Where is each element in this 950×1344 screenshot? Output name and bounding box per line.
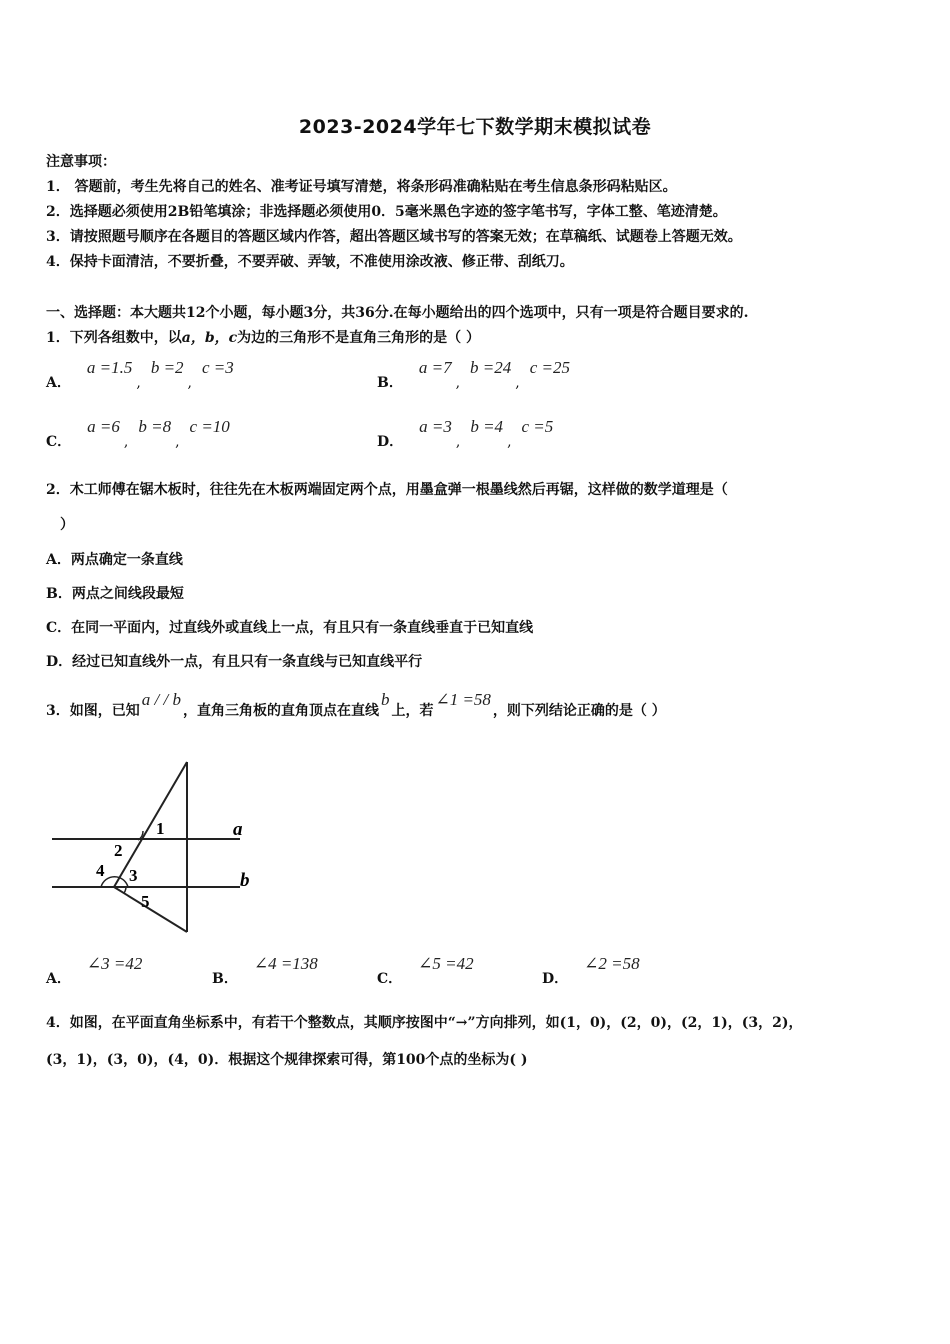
angle-5-label: 5 <box>141 892 150 911</box>
q2-option-b[interactable]: B．两点之间线段最短 <box>46 586 184 602</box>
question-1-stem: 1．下列各组数中，以a，b，c为边的三角形不是直角三角形的是（ ） <box>46 330 481 346</box>
q3-option-d[interactable]: D．∠2 =58 <box>542 954 640 987</box>
q1-option-b[interactable]: B．a =7,b =24,c =25 <box>377 358 570 391</box>
triangle-base <box>114 887 187 932</box>
q2-option-c[interactable]: C．在同一平面内，过直线外或直线上一点，有且只有一条直线垂直于已知直线 <box>46 620 534 636</box>
question-2-stem-end: ） <box>60 517 74 533</box>
notice-item-3: 3．请按照题号顺序在各题目的答题区域内作答，超出答题区域书写的答案无效；在草稿纸、试题卷上答题无效。 <box>46 229 742 245</box>
question-4-line-1: 4．如图，在平面直角坐标系中，有若干个整数点，其顺序按图中“→”方向排列，如(1，0)，(2，0)，(2，1)，(3，2)， <box>46 1015 803 1031</box>
section-heading: 一、选择题：本大题共12个小题，每小题3分，共36分.在每小题给出的四个选项中，只有一项是符合题目要求的. <box>46 305 749 321</box>
q1-option-c[interactable]: C．a =6,b =8,c =10 <box>46 417 230 450</box>
question-3-stem: 3．如图，已知a / / b，直角三角板的直角顶点在直线b上，若∠1 =58，则下列结论正确的是（ ） <box>46 690 666 719</box>
question-4-line-2: (3，1)，(3，0)，(4，0)．根据这个规律探索可得，第100个点的坐标为( ) <box>46 1052 528 1068</box>
angle-3-label: 3 <box>129 866 138 885</box>
notice-heading: 注意事项： <box>46 154 116 170</box>
question-2-stem: 2．木工师傅在锯木板时，往往先在木板两端固定两个点，用墨盒弹一根墨线然后再锯，这样做的数学道理是（ <box>46 482 728 498</box>
q2-option-a[interactable]: A．两点确定一条直线 <box>46 552 183 568</box>
q1-vars: a，b，c <box>181 330 238 346</box>
q2-option-d[interactable]: D．经过已知直线外一点，有且只有一条直线与已知直线平行 <box>46 654 423 670</box>
q3-geometry-figure <box>44 744 274 940</box>
triangle-hypotenuse <box>114 762 187 887</box>
angle-2-label: 2 <box>114 841 123 860</box>
notice-item-4: 4．保持卡面清洁，不要折叠，不要弄破、弄皱，不准使用涂改液、修正带、刮纸刀。 <box>46 254 574 270</box>
angle-4-label: 4 <box>96 861 105 880</box>
q1-option-a[interactable]: A．a =1.5,b =2,c =3 <box>46 358 234 391</box>
q1-option-d[interactable]: D．a =3,b =4,c =5 <box>377 417 554 450</box>
line-a-label: a <box>233 819 243 840</box>
notice-item-1: 1． 答题前，考生先将自己的姓名、准考证号填写清楚，将条形码准确粘贴在考生信息条形码粘贴区。 <box>46 179 677 195</box>
page-title: 2023-2024学年七下数学期末模拟试卷 <box>298 116 652 138</box>
angle-1-label: 1 <box>156 819 165 838</box>
line-b-label: b <box>240 870 250 891</box>
q3-option-b[interactable]: B．∠4 =138 <box>212 954 318 987</box>
q3-option-a[interactable]: A．∠3 =42 <box>46 954 143 987</box>
notice-item-2: 2．选择题必须使用2B铅笔填涂；非选择题必须使用0．5毫米黑色字迹的签字笔书写，字体工整、笔迹清楚。 <box>46 204 727 220</box>
q3-option-c[interactable]: C．∠5 =42 <box>377 954 474 987</box>
